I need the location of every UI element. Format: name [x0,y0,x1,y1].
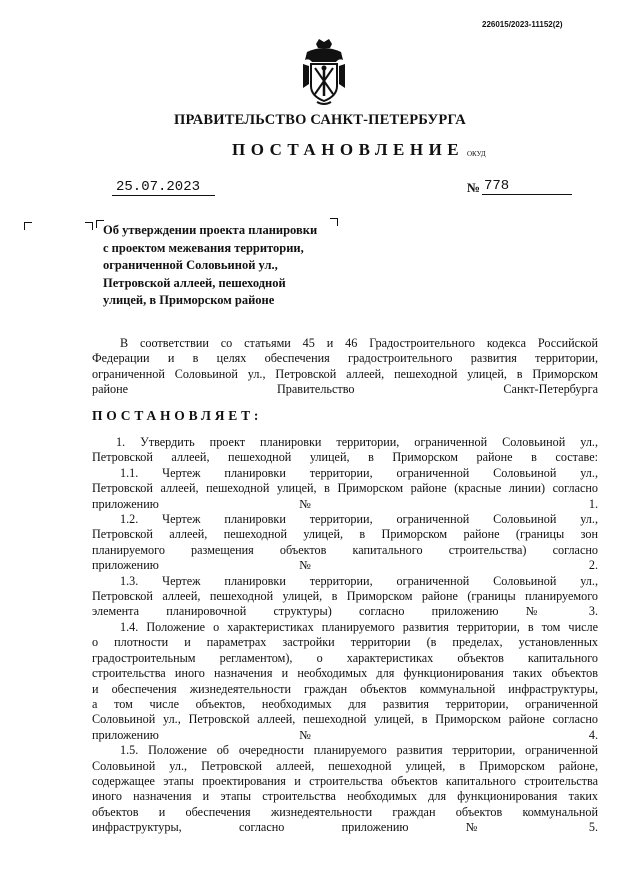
text-line: инфраструктуры, согласно приложению № 5. [92,820,598,835]
text-line: 1. Утвердить проект планировки территории, ограниченной Соловьиной ул., [116,435,598,449]
text-line: содержащее этапы проектирования и строительства объектов капитального строительства [92,773,598,788]
item-1-5 [92,743,598,835]
subject-line: с проектом межевания территории, [103,240,304,255]
text-line: строительства иного назначения и необходимых для функционирования таких объектов [92,666,598,681]
document-number: 778 [482,178,572,195]
text-line: ограниченной Соловьиной ул., Петровской аллеей, пешеходной улицей, в Приморском [92,366,598,381]
document-subject [103,222,317,310]
corner-mark [24,222,32,230]
text-line: планируемого размещения объектов капитального строительства) согласно [92,542,598,557]
corner-mark [85,222,93,230]
text-line: приложению № 2. [92,558,598,573]
corner-mark [330,218,338,226]
text-line: Петровской аллеей, пешеходной улицей, в Приморском районе (границы зон [92,527,598,542]
text-line: и обеспечения жизнедеятельности граждан объектов коммунальной инфраструктуры, [92,681,598,696]
government-name: ПРАВИТЕЛЬСТВО САНКТ-ПЕТЕРБУРГА [174,112,466,128]
text-line: объектов и обеспечения жизнедеятельности граждан объектов коммунальной [92,804,598,819]
text-line: градостроительным регламентом), о характеристиках объектов капитального [92,650,598,665]
resolution-items [92,435,598,836]
text-line: 1.5. Положение об очередности планируемого развития территории, ограниченной [120,743,598,758]
document-date: 25.07.2023 [112,179,215,196]
text-line: Федерации и в целях обеспечения градостроительного развития территории, [92,351,598,366]
text-line: 1.3. Чертеж планировки территории, ограниченной Соловьиной ул., [120,573,598,588]
text-line: о плотности и параметрах застройки территории (в пределах, установленных [92,635,598,650]
text-line: 1.2. Чертеж планировки территории, ограниченной Соловьиной ул., [120,512,598,527]
text-line: 1.4. Положение о характеристиках планируемого развития территории, в том числе [120,619,598,634]
resolves-heading: ПОСТАНОВЛЯЕТ: [92,408,263,423]
text-line: приложению № 1. [92,496,598,511]
item-1 [92,435,598,466]
text-line: иного назначения и этапы строительства необходимых для функционирования таких [92,789,598,804]
text-line: элемента планировочной структуры) согласно приложению № 3. [92,604,598,619]
preamble-paragraph [92,336,598,398]
item-1-4 [92,620,598,743]
text-line: 1.1. Чертеж планировки территории, ограниченной Соловьиной ул., [120,465,598,480]
text-line: приложению № 4. [92,727,598,742]
item-1-3 [92,574,598,620]
item-1-2 [92,512,598,574]
subject-line: ограниченной Соловьиной ул., [103,258,278,272]
subject-line: Петровской аллеей, пешеходной [103,275,286,290]
item-1-1 [92,466,598,512]
document-registration-code: 226015/2023-11152(2) [482,20,563,29]
okud-label: ОКУД [467,150,486,158]
text-line: районе Правительство Санкт-Петербурга [92,382,598,397]
coat-of-arms-icon [299,38,349,106]
subject-line: Об утверждении проекта планировки [103,223,318,237]
text-line: Петровской аллеей, пешеходной улицей, в Приморском районе в составе: [92,450,598,465]
document-title: ПОСТАНОВЛЕНИЕ [232,140,465,159]
text-line: Петровской аллеей, пешеходной улицей, в Приморском районе (красные линии) согласно [92,481,598,496]
text-line: Соловьиной ул., Петровской аллеей, пешеходной улицей, в Приморском районе согласно [92,712,598,727]
text-line: а том числе объектов, необходимых для развития территории, ограниченной [92,696,598,711]
subject-line: улицей, в Приморском районе [103,293,275,307]
text-line: В соответствии со статьями 45 и 46 Градостроительного кодекса Российской [120,336,598,350]
text-line: Петровской аллеей, пешеходной улицей, в Приморском районе (границы планируемого [92,589,598,604]
text-line: Соловьиной ул., Петровской аллеей, пешеходной улицей, в Приморском районе, [92,758,598,773]
number-label: № [467,180,481,195]
